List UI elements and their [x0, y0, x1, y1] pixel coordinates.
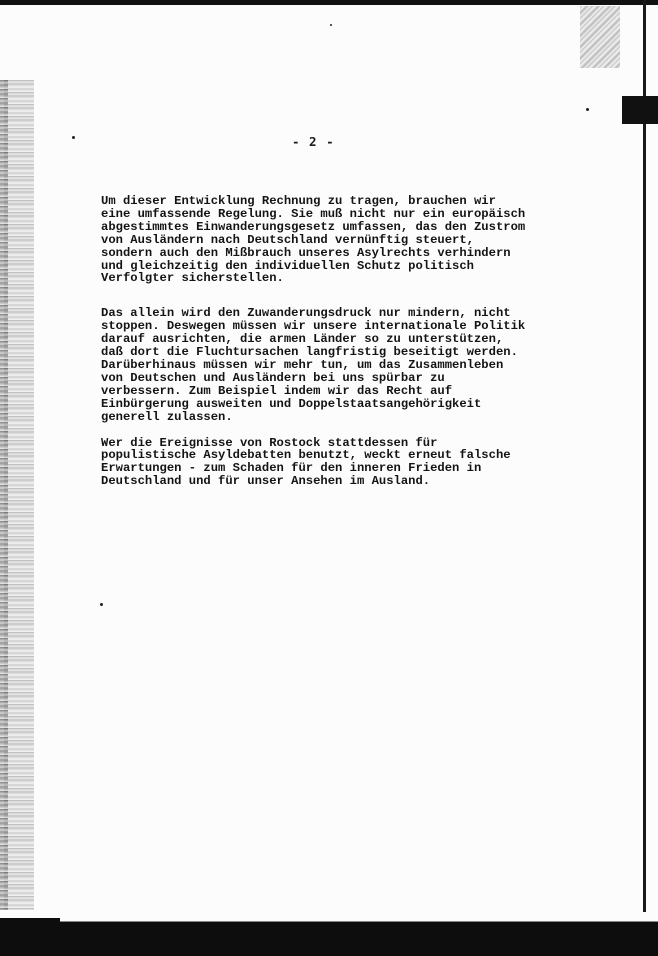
document-body: [101, 195, 531, 488]
scan-noise-left: [4, 80, 34, 910]
scan-edge-bottom: [0, 918, 658, 956]
text-line: Verfolgter sicherstellen.: [101, 271, 284, 286]
scan-edge-top: [0, 0, 658, 5]
text-line: darauf ausrichten, die armen Länder so zu unterstützen,: [101, 332, 504, 347]
text-line: stoppen. Deswegen müssen wir unsere internationale Politik: [101, 319, 526, 334]
text-line: und gleichzeitig den individuellen Schutz politisch: [101, 258, 474, 273]
text-line: eine umfassende Regelung. Sie muß nicht nur ein europäisch: [101, 206, 526, 221]
text-line: abgestimmtes Einwanderungsgesetz umfassen, das den Zustrom: [101, 219, 526, 234]
scan-edge-left: [0, 80, 8, 910]
text-line: Wer die Ereignisse von Rostock stattdessen für: [101, 435, 438, 450]
page-number: - 2 -: [292, 134, 335, 149]
paragraph-1: [101, 195, 531, 285]
text-line: von Ausländern nach Deutschland vernünftig steuert,: [101, 232, 474, 247]
text-line: von Deutschen und Ausländern bei uns spürbar zu: [101, 370, 445, 385]
text-line: Um dieser Entwicklung Rechnung zu tragen, brauchen wir: [101, 194, 496, 208]
scan-sheet-bottom: [60, 912, 658, 922]
text-line: Einbürgerung ausweiten und Doppelstaatsangehörigkeit: [101, 396, 482, 411]
text-line: populistische Asyldebatten benutzt, weckt erneut falsche: [101, 448, 511, 463]
text-line: Deutschland und für unser Ansehen im Ausland.: [101, 474, 431, 489]
scan-speck: [100, 603, 103, 606]
scan-speck: [586, 108, 589, 111]
paragraph-2: [101, 307, 531, 423]
text-line: daß dort die Fluchtursachen langfristig beseitigt werden.: [101, 345, 518, 360]
text-line: Das allein wird den Zuwanderungsdruck nur mindern, nicht: [101, 306, 511, 321]
scan-speck: [72, 136, 75, 139]
text-line: Erwartungen - zum Schaden für den inneren Frieden in: [101, 461, 482, 476]
text-line: Darüberhinaus müssen wir mehr tun, um das Zusammenleben: [101, 357, 504, 372]
scan-mark-right: [622, 96, 658, 124]
text-line: sondern auch den Mißbrauch unseres Asylrechts verhindern: [101, 245, 511, 260]
scan-edge-right: [643, 0, 646, 956]
text-line: verbessern. Zum Beispiel indem wir das Recht auf: [101, 383, 453, 398]
text-line: generell zulassen.: [101, 409, 233, 424]
paragraph-3: [101, 437, 531, 489]
scan-noise-corner: [580, 6, 620, 68]
scan-speck: [330, 24, 332, 26]
